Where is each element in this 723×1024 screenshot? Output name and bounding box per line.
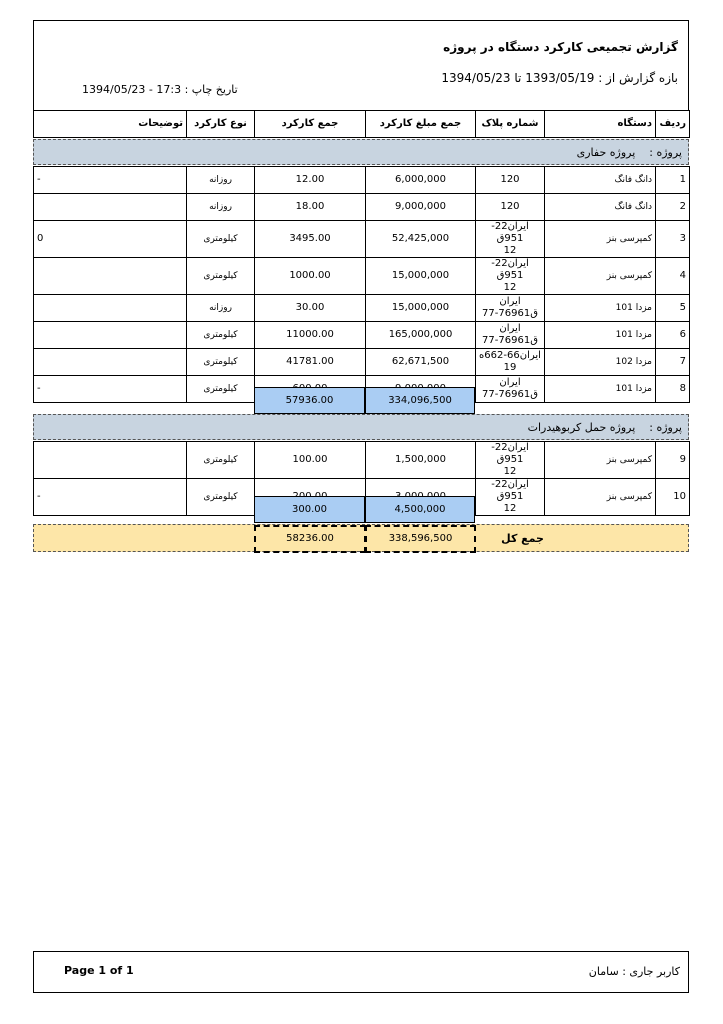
col-device: دستگاه (545, 111, 656, 138)
plate-line-2: 12 (503, 282, 517, 293)
cell-notes (34, 194, 187, 221)
cell-amount: 165,000,000 (366, 322, 476, 349)
cell-row-num: 8 (656, 376, 690, 403)
cell-device: کمپرسی بنز (545, 442, 656, 479)
cell-work-type: کیلومتری (187, 221, 255, 258)
col-work-type: نوع کارکرد (187, 111, 255, 138)
cell-plate (476, 295, 545, 322)
cell-work-type: روزانه (187, 167, 255, 194)
cell-plate (476, 479, 545, 516)
cell-amount: 15,000,000 (366, 258, 476, 295)
project-name: پروژه حمل کربوهیدرات (527, 421, 636, 434)
cell-notes (34, 442, 187, 479)
cell-row-num: 9 (656, 442, 690, 479)
cell-work: 11000.00 (255, 322, 366, 349)
cell-work-type: کیلومتری (187, 349, 255, 376)
project-band (33, 414, 689, 440)
cell-row-num: 6 (656, 322, 690, 349)
report-range (441, 71, 678, 85)
cell-work-type: کیلومتری (187, 479, 255, 516)
cell-plate (476, 349, 545, 376)
cell-work-type: کیلومتری (187, 258, 255, 295)
cell-work: 41781.00 (255, 349, 366, 376)
cell-amount: 62,671,500 (366, 349, 476, 376)
range-to-word: تا (514, 71, 522, 85)
cell-device: مزدا 101 (545, 376, 656, 403)
plate-line-1: ایران22-951ق (491, 442, 529, 465)
cell-notes (34, 258, 187, 295)
plate-line-2: 77-769ق61 (482, 335, 538, 346)
plate-line-1: 120 (500, 201, 520, 212)
plate-line-1: ایران (499, 323, 521, 334)
cell-work: 1000.00 (255, 258, 366, 295)
cell-row-num: 3 (656, 221, 690, 258)
table-row (34, 258, 690, 295)
cell-device: کمپرسی بنز (545, 221, 656, 258)
cell-work-type: کیلومتری (187, 322, 255, 349)
cell-work-type: کیلومتری (187, 376, 255, 403)
user-label: کاربر جاری : (622, 965, 680, 978)
cell-plate (476, 167, 545, 194)
print-value: 1394/05/23 - 17:3 (82, 83, 182, 96)
subtotal-amount: 4,500,000 (365, 496, 475, 523)
plate-line-2: 12 (503, 503, 517, 514)
col-plate: شماره پلاک (476, 111, 545, 138)
cell-work: 12.00 (255, 167, 366, 194)
cell-work-type: روزانه (187, 194, 255, 221)
cell-amount: 52,425,000 (366, 221, 476, 258)
cell-plate (476, 322, 545, 349)
cell-notes (34, 295, 187, 322)
cell-plate (476, 376, 545, 403)
cell-amount: 9,000,000 (366, 194, 476, 221)
plate-line-2: 12 (503, 466, 517, 477)
cell-amount: 6,000,000 (366, 167, 476, 194)
cell-notes (34, 322, 187, 349)
cell-work-type: روزانه (187, 295, 255, 322)
plate-line-2: 77-769ق61 (482, 308, 538, 319)
plate-line-1: ایران22-951ق (491, 221, 529, 244)
cell-device: کمپرسی بنز (545, 258, 656, 295)
cell-amount: 15,000,000 (366, 295, 476, 322)
report-header (33, 20, 689, 111)
cell-work-type: کیلومتری (187, 442, 255, 479)
current-user (589, 965, 680, 978)
col-amount: جمع مبلغ کارکرد (366, 111, 476, 138)
col-work: جمع کارکرد (255, 111, 366, 138)
table-row (34, 322, 690, 349)
table-row (34, 295, 690, 322)
plate-line-2: 19 (503, 362, 517, 373)
subtotal-work: 57936.00 (254, 387, 365, 414)
cell-work: 18.00 (255, 194, 366, 221)
table-row (34, 167, 690, 194)
cell-work: 100.00 (255, 442, 366, 479)
cell-plate (476, 194, 545, 221)
cell-notes: 0 (34, 221, 187, 258)
cell-device: دانگ فانگ (545, 194, 656, 221)
cell-notes (34, 349, 187, 376)
cell-row-num: 4 (656, 258, 690, 295)
print-label: تاریخ چاپ : (184, 83, 238, 96)
grand-total-band (33, 524, 689, 552)
table-row (34, 349, 690, 376)
project-band (33, 139, 689, 165)
print-date (82, 83, 238, 96)
cell-row-num: 5 (656, 295, 690, 322)
cell-row-num: 1 (656, 167, 690, 194)
cell-device: مزدا 101 (545, 322, 656, 349)
cell-plate (476, 442, 545, 479)
cell-device: دانگ فانگ (545, 167, 656, 194)
cell-work: 30.00 (255, 295, 366, 322)
grand-total-work: 58236.00 (254, 525, 366, 553)
plate-line-1: ایران (499, 296, 521, 307)
cell-notes: - (34, 376, 187, 403)
grand-total-amount: 338,596,500 (365, 525, 476, 553)
col-notes: توضیحات (34, 111, 187, 138)
table-row (34, 442, 690, 479)
project-name: پروژه حفاری (576, 146, 636, 159)
grand-total-label: جمع کل (501, 532, 544, 545)
col-row: ردیف (656, 111, 690, 138)
plate-line-2: 12 (503, 245, 517, 256)
range-label: بازه گزارش از : (598, 71, 678, 85)
cell-plate (476, 221, 545, 258)
column-header-table (33, 110, 690, 138)
subtotal-amount: 334,096,500 (365, 387, 475, 414)
project-label: پروژه : (649, 421, 682, 434)
cell-notes: - (34, 167, 187, 194)
range-from: 1393/05/19 (525, 71, 595, 85)
user-name: سامان (588, 965, 619, 978)
plate-line-1: ایران66-662ه (479, 350, 541, 361)
cell-device: مزدا 102 (545, 349, 656, 376)
cell-notes: - (34, 479, 187, 516)
cell-plate (476, 258, 545, 295)
cell-device: کمپرسی بنز (545, 479, 656, 516)
cell-row-num: 10 (656, 479, 690, 516)
table-row (34, 194, 690, 221)
project-label: پروژه : (649, 146, 682, 159)
cell-row-num: 7 (656, 349, 690, 376)
plate-line-2: 77-769ق61 (482, 389, 538, 400)
table-row (34, 221, 690, 258)
plate-line-1: ایران (499, 377, 521, 388)
plate-line-1: 120 (500, 174, 520, 185)
page-number: Page 1 of 1 (64, 964, 134, 977)
cell-work: 3495.00 (255, 221, 366, 258)
plate-line-1: ایران22-951ق (491, 479, 529, 502)
plate-line-1: ایران22-951ق (491, 258, 529, 281)
cell-amount: 1,500,000 (366, 442, 476, 479)
subtotal-work: 300.00 (254, 496, 365, 523)
report-title: گزارش تجمیعی کارکرد دستگاه در پروژه (443, 40, 678, 54)
cell-row-num: 2 (656, 194, 690, 221)
range-to: 1394/05/23 (441, 71, 511, 85)
cell-device: مزدا 101 (545, 295, 656, 322)
page-footer (33, 951, 689, 993)
project-rows-table (33, 166, 690, 403)
